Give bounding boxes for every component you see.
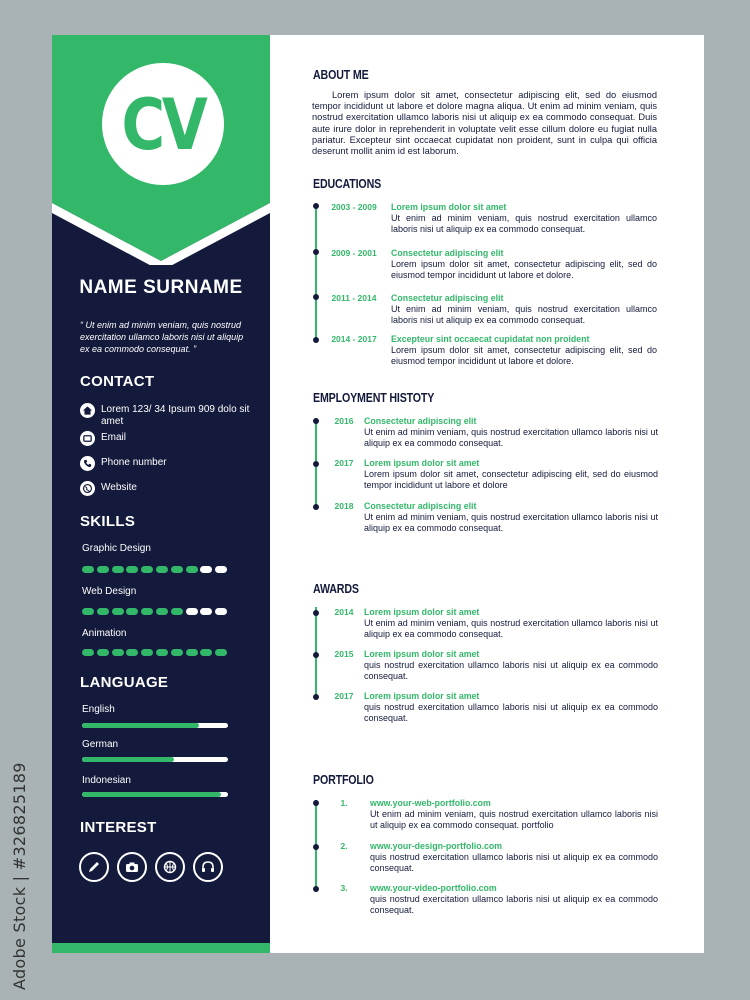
employment-year: 2018	[334, 501, 354, 511]
employment-description: Lorem ipsum dolor sit amet, consectetur adipiscing elit, sed do eiusmod tempor incididunt ut labore et dolore	[364, 469, 658, 490]
contact-phone-text: Phone number	[101, 457, 167, 468]
skill-dot	[126, 566, 138, 573]
interest-icons	[79, 852, 231, 882]
education-years: 2014 - 2017	[331, 334, 377, 344]
chevron-banner	[52, 193, 270, 265]
skill-meter	[82, 566, 230, 573]
skill-dot	[156, 649, 168, 656]
education-years: 2003 - 2009	[331, 202, 377, 212]
skill-dot	[186, 608, 198, 615]
skill-dot	[171, 649, 183, 656]
skill-dot	[141, 608, 153, 615]
portfolio-number: 3.	[340, 883, 348, 893]
timeline-dot	[313, 886, 319, 892]
contact-heading: CONTACT	[80, 373, 155, 390]
education-title: Excepteur sint occaecat cupidatat non proident	[391, 334, 590, 344]
skill-dot	[156, 566, 168, 573]
contact-email-text: Email	[101, 432, 127, 443]
education-description: Lorem ipsum dolor sit amet, consectetur adipiscing elit, sed do eiusmod tempor incididunt ut labore et dolore.	[391, 259, 657, 280]
award-description: quis nostrud exercitation ullamco laboris nisi ut aliquip ex ea commodo consequat.	[364, 702, 658, 723]
language-bar-fill	[82, 792, 221, 797]
skill-dot	[112, 566, 124, 573]
skill-dot	[171, 566, 183, 573]
language-bar	[82, 792, 228, 797]
profile-quote: “ Ut enim ad minim veniam, quis nostrud exercitation ullamco laboris nisi ut aliquip ex ea commodo consequat. ”	[80, 320, 244, 354]
skill-dot	[126, 608, 138, 615]
about-text: Lorem ipsum dolor sit amet, consectetur adipiscing elit, sed do eiusmod tempor incididunt ut labore et dolore magna aliqua. Ut enim ad minim veniam, quis nostrud exercitation ullamco laboris nisi ut aliquip ex ea commodo consequat. Duis aute irure dolor in reprehenderit in voluptate velit esse cillum dolore eu fugiat nulla pariatur. Excepteur sint occaecat cupidatat non proident, sunt in culpa qui officia deserunt mollit anim id est laborum.	[312, 90, 657, 157]
employment-title: Lorem ipsum dolor sit amet	[364, 458, 480, 468]
sidebar	[52, 35, 270, 953]
timeline-dot	[313, 337, 319, 343]
education-timeline-line	[315, 205, 317, 341]
timeline-dot	[313, 418, 319, 424]
education-title: Lorem ipsum dolor sit amet	[391, 202, 507, 212]
award-description: quis nostrud exercitation ullamco laboris nisi ut aliquip ex ea commodo consequat.	[364, 660, 658, 681]
education-title: Consectetur adipiscing elit	[391, 293, 504, 303]
timeline-dot	[313, 504, 319, 510]
person-name: NAME SURNAME	[79, 277, 243, 298]
timeline-dot	[313, 203, 319, 209]
main-content	[270, 35, 704, 953]
education-description: Ut enim ad minim veniam, quis nostrud exercitation ullamco laboris nisi ut aliquip ex ea commodo consequat.	[391, 304, 657, 325]
language-label: English	[82, 704, 115, 715]
basketball-icon	[155, 852, 185, 882]
employment-year: 2017	[334, 458, 354, 468]
skill-dot	[171, 608, 183, 615]
language-bar-fill	[82, 723, 199, 728]
skill-dot	[97, 608, 109, 615]
stock-watermark: Adobe Stock | #326825189	[10, 762, 29, 990]
employment-description: Ut enim ad minim veniam, quis nostrud exercitation ullamco laboris nisi ut aliquip ex ea commodo consequat.	[364, 512, 658, 533]
education-years: 2011 - 2014	[331, 293, 377, 303]
language-label: Indonesian	[82, 775, 131, 786]
pencil-icon	[79, 852, 109, 882]
language-bar	[82, 723, 228, 728]
language-bar	[82, 757, 228, 762]
contact-email[interactable]	[80, 431, 261, 446]
cv-logo-text: CV	[121, 84, 205, 166]
skill-dot	[186, 649, 198, 656]
award-description: Ut enim ad minim veniam, quis nostrud exercitation ullamco laboris nisi ut aliquip ex ea commodo consequat.	[364, 618, 658, 639]
contact-address-text: Lorem 123/ 34 Ipsum 909 dolo sit amet	[101, 404, 250, 427]
skill-dot	[186, 566, 198, 573]
skill-label: Web Design	[82, 586, 137, 597]
skill-label: Animation	[82, 628, 127, 639]
skill-dot	[126, 649, 138, 656]
award-year: 2015	[334, 649, 354, 659]
skill-dot	[215, 566, 227, 573]
skill-dot	[141, 566, 153, 573]
skill-dot	[97, 566, 109, 573]
skill-dot	[112, 649, 124, 656]
skill-label: Graphic Design	[82, 543, 151, 554]
skill-dot	[82, 608, 94, 615]
timeline-dot	[313, 694, 319, 700]
skill-dot	[215, 649, 227, 656]
skill-dot	[156, 608, 168, 615]
timeline-dot	[313, 249, 319, 255]
home-icon	[80, 403, 95, 418]
language-label: German	[82, 739, 119, 750]
skill-dot	[200, 608, 212, 615]
education-heading: EDUCATIONS	[313, 176, 382, 191]
contact-website[interactable]	[80, 481, 261, 496]
camera-icon	[117, 852, 147, 882]
interest-heading: INTEREST	[80, 819, 157, 836]
skill-dot	[215, 608, 227, 615]
contact-address	[80, 403, 261, 428]
skill-dot	[112, 608, 124, 615]
skill-dot	[141, 649, 153, 656]
portfolio-heading: PORTFOLIO	[313, 772, 374, 787]
employment-description: Ut enim ad minim veniam, quis nostrud exercitation ullamco laboris nisi ut aliquip ex ea commodo consequat.	[364, 427, 658, 448]
headphones-icon	[193, 852, 223, 882]
skill-dot	[82, 566, 94, 573]
language-heading: LANGUAGE	[80, 674, 169, 691]
employment-heading: EMPLOYMENT HISTOTY	[313, 390, 435, 405]
portfolio-description: quis nostrud exercitation ullamco laboris nisi ut aliquip ex ea commodo consequat.	[370, 894, 658, 915]
portfolio-description: quis nostrud exercitation ullamco laboris nisi ut aliquip ex ea commodo consequat.	[370, 852, 658, 873]
timeline-dot	[313, 294, 319, 300]
contact-phone[interactable]	[80, 456, 261, 471]
globe-icon	[80, 481, 95, 496]
timeline-dot	[313, 800, 319, 806]
education-years: 2009 - 2001	[331, 248, 377, 258]
timeline-dot	[313, 461, 319, 467]
timeline-dot	[313, 610, 319, 616]
phone-icon	[80, 456, 95, 471]
skill-dot	[97, 649, 109, 656]
skill-meter	[82, 608, 230, 615]
contact-website-text: Website	[101, 482, 137, 493]
portfolio-description: Ut enim ad minim veniam, quis nostrud exercitation ullamco laboris nisi ut aliquip ex ea commodo consequat. portfolio	[370, 809, 658, 830]
education-description: Lorem ipsum dolor sit amet, consectetur adipiscing elit, sed do eiusmod tempor incididunt ut labore et dolore.	[391, 345, 657, 366]
skill-dot	[82, 649, 94, 656]
cv-page	[52, 35, 704, 953]
portfolio-number: 1.	[340, 798, 348, 808]
portfolio-link[interactable]: www.your-design-portfolio.com	[370, 841, 503, 851]
timeline-dot	[313, 844, 319, 850]
award-title: Lorem ipsum dolor sit amet	[364, 607, 480, 617]
language-bar-fill	[82, 757, 174, 762]
awards-heading: AWARDS	[313, 581, 359, 596]
skill-dot	[200, 566, 212, 573]
skills-heading: SKILLS	[80, 513, 136, 530]
award-year: 2017	[334, 691, 354, 701]
employment-year: 2016	[334, 416, 354, 426]
skill-meter	[82, 649, 230, 656]
award-year: 2014	[334, 607, 354, 617]
employment-title: Consectetur adipiscing elit	[364, 416, 477, 426]
education-title: Consectetur adipiscing elit	[391, 248, 504, 258]
about-heading: ABOUT ME	[313, 67, 369, 82]
portfolio-link[interactable]: www.your-web-portfolio.com	[370, 798, 491, 808]
education-description: Ut enim ad minim veniam, quis nostrud exercitation ullamco laboris nisi ut aliquip ex ea commodo consequat.	[391, 213, 657, 234]
award-title: Lorem ipsum dolor sit amet	[364, 649, 480, 659]
employment-title: Consectetur adipiscing elit	[364, 501, 477, 511]
portfolio-link[interactable]: www.your-video-portfolio.com	[370, 883, 497, 893]
cv-logo	[102, 63, 224, 185]
portfolio-number: 2.	[340, 841, 348, 851]
timeline-dot	[313, 652, 319, 658]
skill-dot	[200, 649, 212, 656]
award-title: Lorem ipsum dolor sit amet	[364, 691, 480, 701]
email-icon	[80, 431, 95, 446]
sidebar-bottom-bar	[52, 943, 270, 953]
